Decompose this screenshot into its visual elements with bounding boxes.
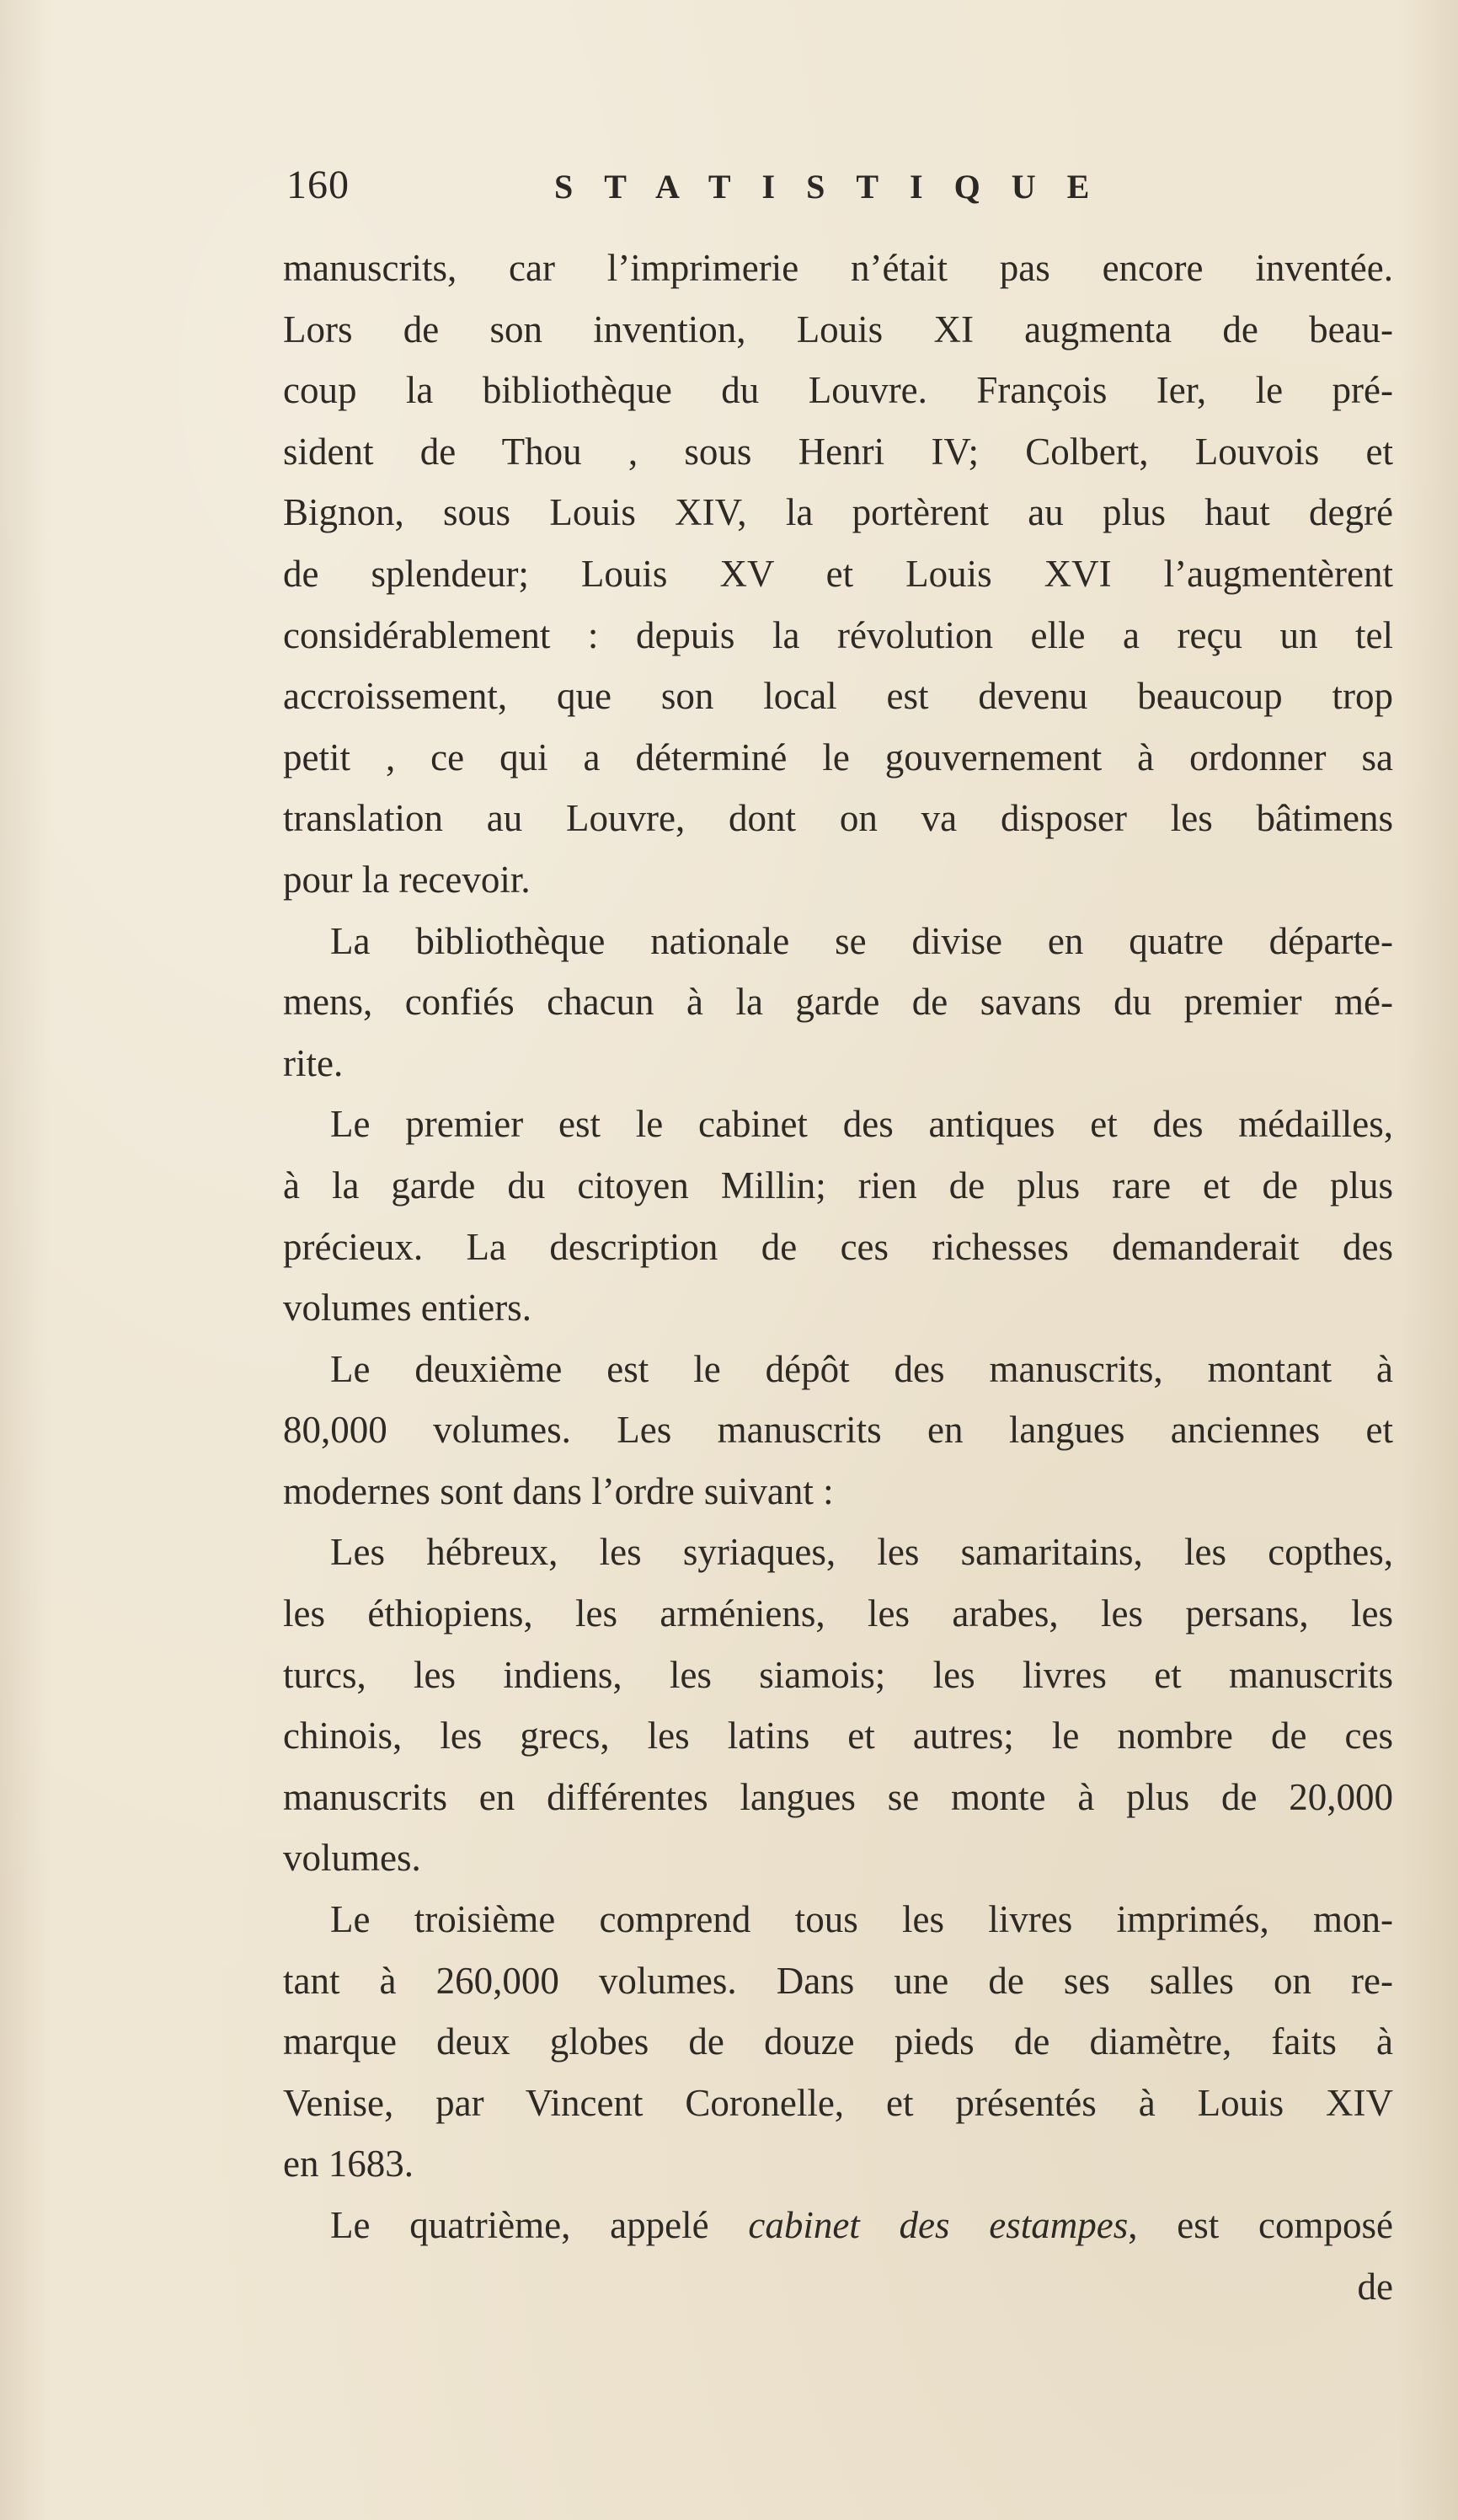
text-line-5: Bignon, sous Louis XIV, la portèrent au plus haut degré <box>283 491 1393 534</box>
page-number: 160 <box>286 163 350 207</box>
text-line-4: sident de Thou , sous Henri IV; Colbert, Louvois et <box>283 430 1393 473</box>
catchword: de <box>1357 2265 1393 2308</box>
text-line-16: à la garde du citoyen Millin; rien de plus rare et de plus <box>283 1164 1393 1206</box>
text-line-20: 80,000 volumes. Les manuscrits en langues anciennes et <box>283 1409 1393 1452</box>
text-line-3: coup la bibliothèque du Louvre. François Ier, le pré- <box>283 369 1393 412</box>
text-line-13: mens, confiés chacun à la garde de savans du premier mé- <box>283 981 1393 1024</box>
text-line-30: marque deux globes de douze pieds de diamètre, faits à <box>283 2020 1393 2063</box>
text-line-1: manuscrits, car l’imprimerie n’était pas encore inventée. <box>283 247 1393 289</box>
text-line-33 <box>283 2195 1393 2256</box>
text-line-19: Le deuxième est le dépôt des manuscrits, montant à <box>330 1347 1393 1390</box>
text-line-24: turcs, les indiens, les siamois; les livres et manuscrits <box>283 1653 1393 1696</box>
text-line-21: modernes sont dans l’ordre suivant : <box>283 1469 834 1512</box>
text-line-9: petit , ce qui a déterminé le gouvernement à ordonner sa <box>283 736 1393 778</box>
text-line-32: en 1683. <box>283 2143 414 2186</box>
running-head <box>286 160 1398 219</box>
text-line-27: volumes. <box>283 1837 421 1880</box>
text-line-6: de splendeur; Louis XV et Louis XVI l’augmentèrent <box>283 552 1393 595</box>
text-line-29: tant à 260,000 volumes. Dans une de ses salles on re- <box>283 1959 1393 2002</box>
text-line-31: Venise, par Vincent Coronelle, et présentés à Louis XIV <box>283 2081 1393 2124</box>
text-line-17: précieux. La description de ces richesses demanderait des <box>283 1225 1393 1268</box>
text-line-25: chinois, les grecs, les latins et autres; le nombre de ces <box>283 1715 1393 1758</box>
text-line-28: Le troisième comprend tous les livres imprimés, mon- <box>330 1898 1393 1941</box>
text-line-2: Lors de son invention, Louis XI augmenta de beau- <box>283 308 1393 350</box>
text-line-8: accroissement, que son local est devenu beaucoup trop <box>283 675 1393 718</box>
text-line-18: volumes entiers. <box>283 1287 531 1330</box>
text-line-15: Le premier est le cabinet des antiques et des médailles, <box>330 1103 1393 1146</box>
text-line-11: pour la recevoir. <box>283 858 531 901</box>
text-line-23: les éthiopiens, les arméniens, les arabes, les persans, les <box>283 1592 1393 1635</box>
body-text <box>283 238 1393 2317</box>
text-line-10: translation au Louvre, dont on va disposer les bâtimens <box>283 797 1393 840</box>
text-line-12: La bibliothèque nationale se divise en quatre départe- <box>330 919 1393 962</box>
text-line-7: considérablement : depuis la révolution elle a reçu un tel <box>283 613 1393 656</box>
text-line-33-end: , est composé <box>1128 2204 1394 2246</box>
text-line-14: rite. <box>283 1041 344 1084</box>
text-line-26: manuscrits en différentes langues se monte à plus de 20,000 <box>283 1775 1393 1818</box>
running-title: STATISTIQUE <box>554 168 1121 206</box>
italic-cabinet-des-estampes: cabinet des estampes <box>748 2204 1129 2246</box>
text-line-33-start: Le quatrième, appelé <box>330 2204 749 2246</box>
text-line-22: Les hébreux, les syriaques, les samaritains, les copthes, <box>330 1531 1393 1574</box>
